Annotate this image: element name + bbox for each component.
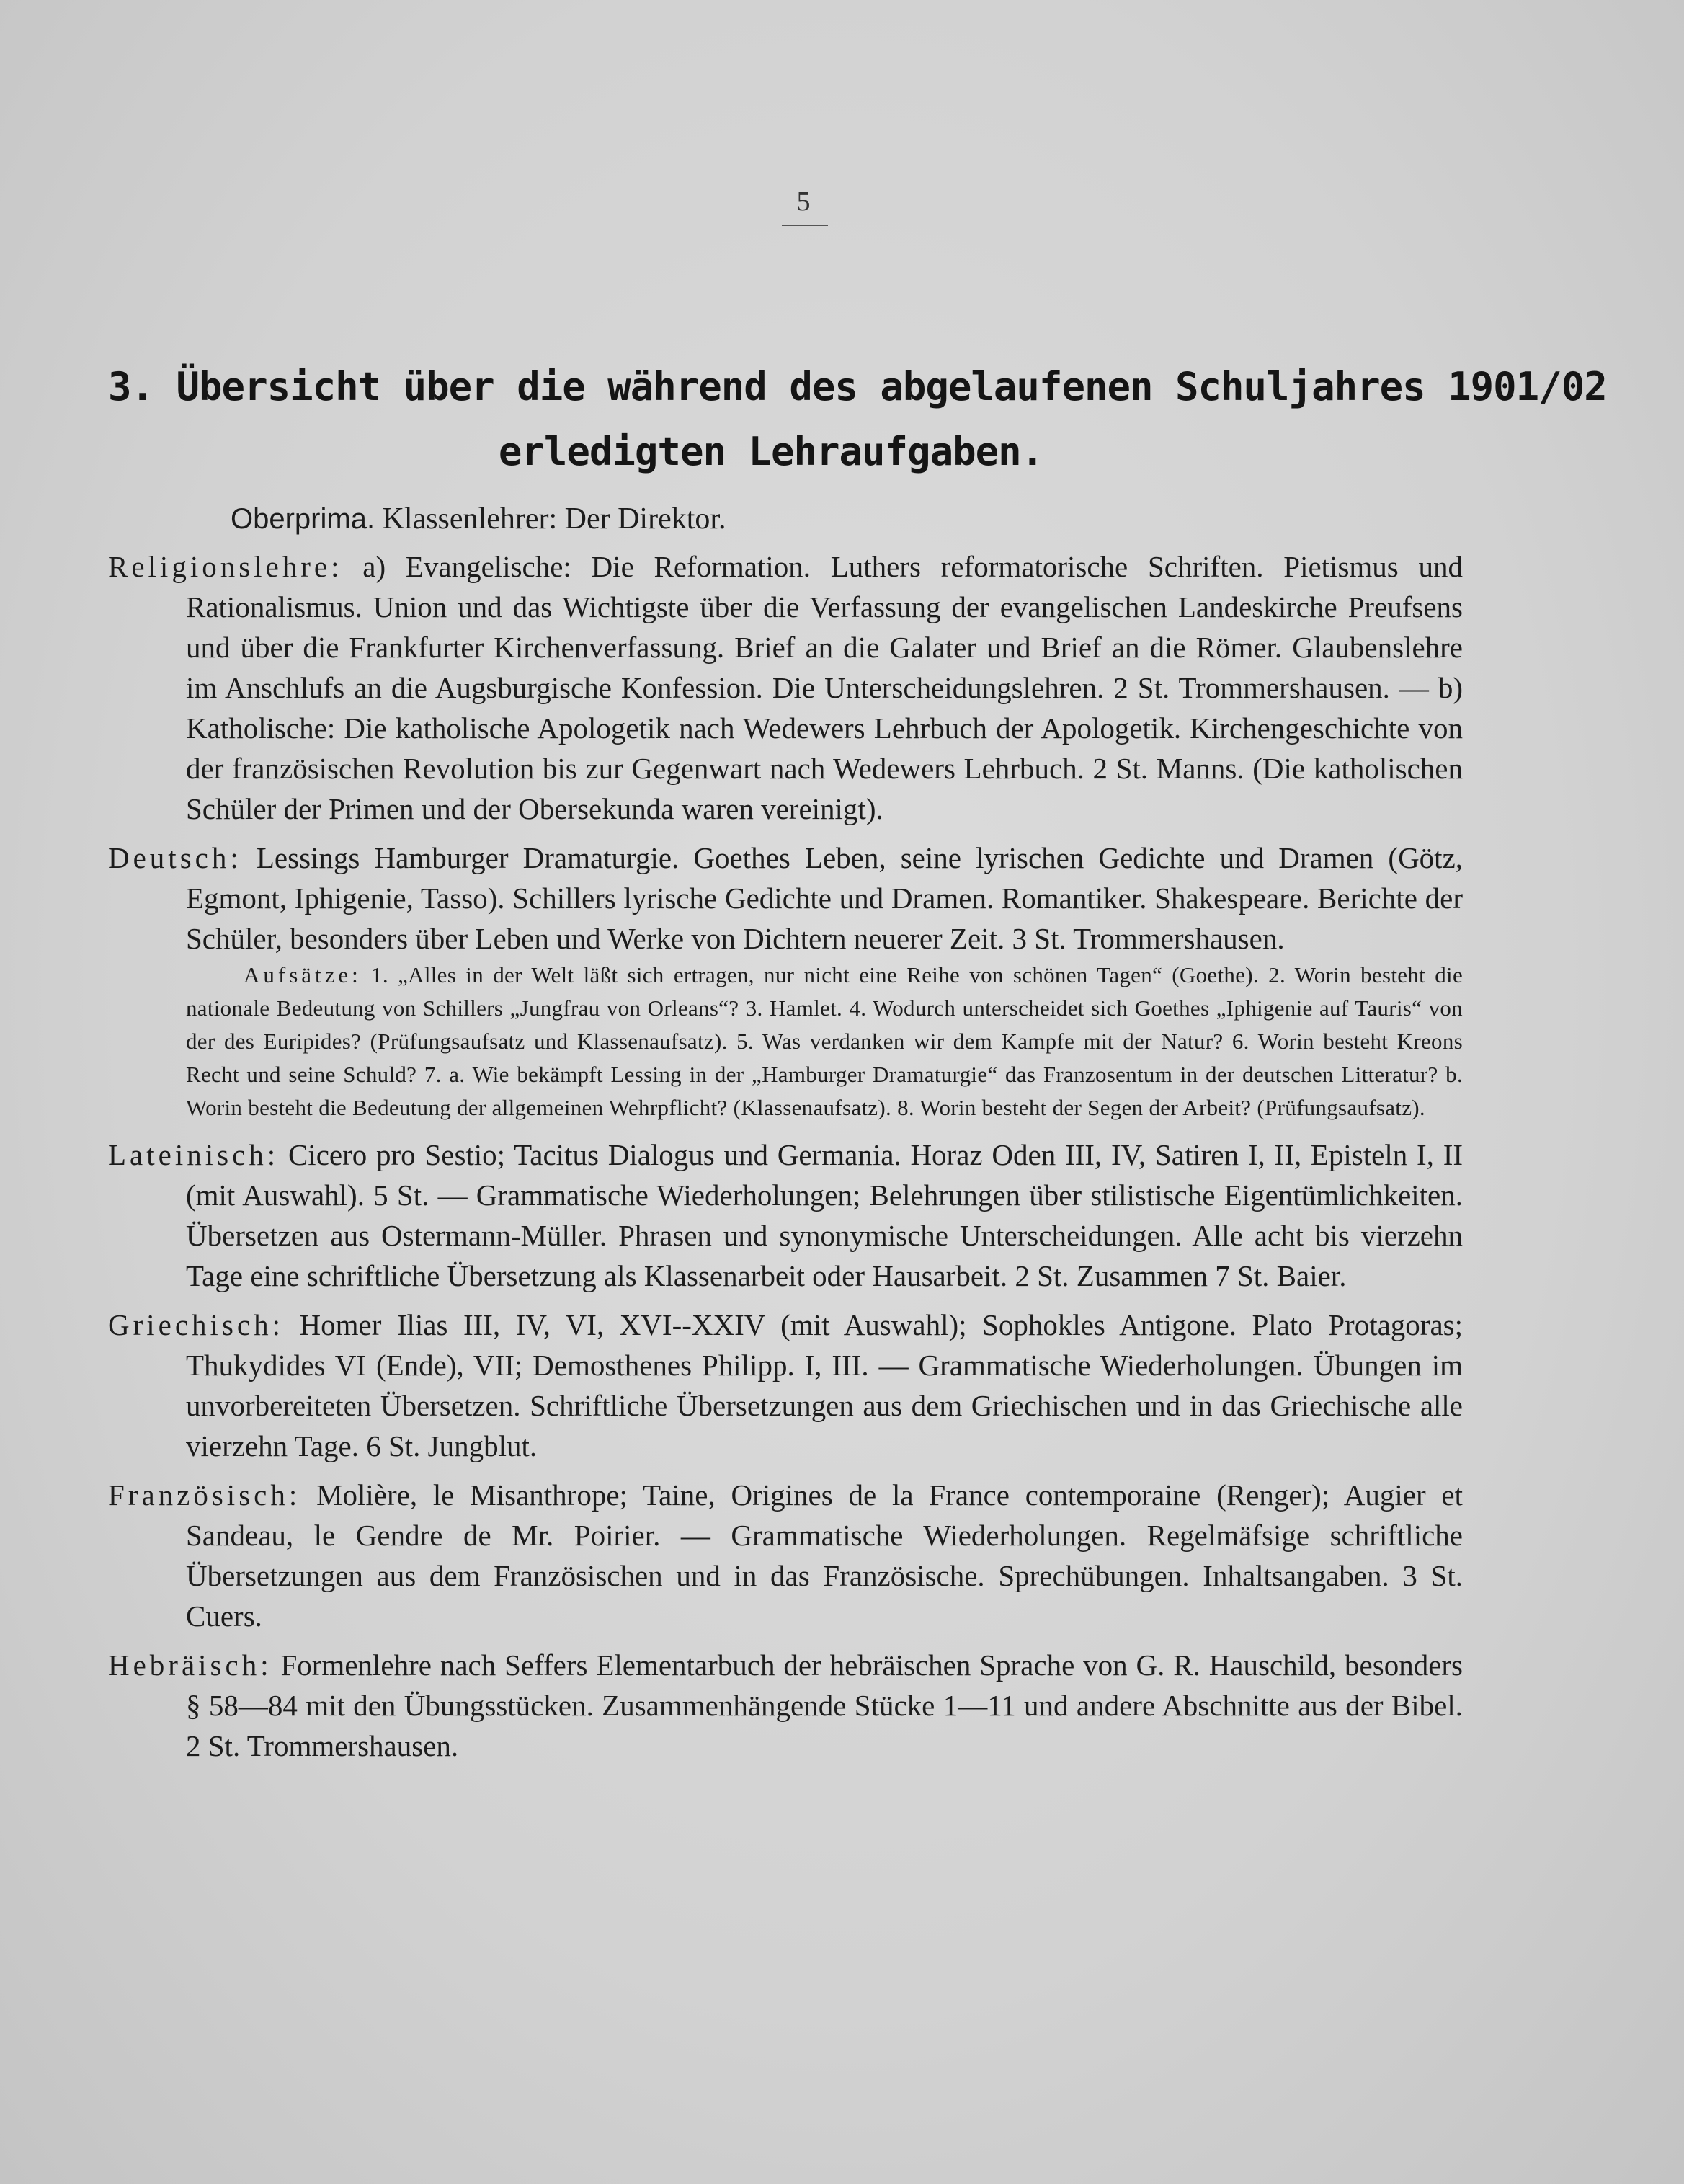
essay-topics: [108, 959, 1463, 1124]
subject-text: Formenlehre nach Seffers Elementarbuch der hebräischen Sprache von G. R. Hauschild, besonders § 58—84 mit den Übungsstücken. Zusammenhängende Stücke 1—11 und andere Abschnitte aus der Bibel. 2 St. Trommershausen.: [186, 1648, 1464, 1762]
subject-label: Deutsch:: [108, 841, 242, 874]
subject-text: Molière, le Misanthrope; Taine, Origines de la France contemporaine (Renger); Augier et Sandeau, le Gendre de Mr. Poirier. — Grammatische Wiederholungen. Regelmäfsige schriftliche Übersetzungen aus dem Französischen und in das Französische. Sprechübungen. Inhaltsangaben. 3 St. Cuers.: [186, 1478, 1464, 1633]
subject-entry-griechisch: [108, 1305, 1463, 1466]
subject-text: Cicero pro Sestio; Tacitus Dialogus und Germania. Horaz Oden III, IV, Satiren I, II, Episteln I, II (mit Auswahl). 5 St. — Grammatische Wiederholungen; Belehrungen über stilistische Eigentümlichkeiten. Übersetzen aus Ostermann-Müller. Phrasen und synonymische Unterscheidungen. Alle acht bis vierzehn Tage eine schriftliche Übersetzung als Klassenarbeit oder Hausarbeit. 2 St. Zusammen 7 St. Baier.: [186, 1138, 1464, 1292]
essay-text: 1. „Alles in der Welt läßt sich ertragen, nur nicht eine Reihe von schönen Tagen“ (Goethe). 2. Worin besteht die nationale Bedeutung von Schillers „Jungfrau von Orleans“? 3. Hamlet. 4. Wodurch unterscheidet sich Goethes „Iphigenie auf Tauris“ von der des Euripides? (Prüfungsaufsatz und Klassenaufsatz). 5. Was verdanken wir dem Kampfe mit der Natur? 6. Worin besteht Kreons Recht und seine Schuld? 7. a. Wie bekämpft Lessing in der „Hamburger Dramaturgie“ das Franzosentum in der deutschen Litteratur? b. Worin besteht die Bedeutung der allgemeinen Wehrpflicht? (Klassenaufsatz). 8. Worin besteht der Segen der Arbeit? (Prüfungsaufsatz).: [186, 962, 1463, 1120]
subject-text: a) Evangelische: Die Reformation. Luthers reformatorische Schriften. Pietismus und Rationalismus. Union und das Wichtigste über die Verfassung der evangelischen Landeskirche Preufsens und über die Frankfurter Kirchenverfassung. Brief an die Galater und Brief an die Römer. Glaubenslehre im Anschlufs an die Augsburgische Konfession. Die Unterscheidungslehren. 2 St. Trommershausen. — b) Katholische: Die katholische Apologetik nach Wedewers Lehrbuch der Apologetik. Kirchengeschichte von der französischen Revolution bis zur Gegenwart nach Wedewers Lehrbuch. 2 St. Manns. (Die katholischen Schüler der Primen und der Obersekunda waren vereinigt).: [186, 550, 1463, 825]
subject-entry-religion: [108, 546, 1463, 829]
subject-entry-deutsch: [108, 838, 1463, 959]
subject-entry-franzoesisch: [108, 1475, 1463, 1636]
subject-label: Religionslehre:: [108, 550, 343, 583]
class-info: [231, 502, 726, 536]
subject-text: Homer Ilias III, IV, VI, XVI--XXIV (mit Auswahl); Sophokles Antigone. Plato Protagoras; Thukydides VI (Ende), VII; Demosthenes Philipp. I, III. — Grammatische Wiederholungen. Übungen im unvorbereiteten Übersetzen. Schriftliche Übersetzungen aus dem Griechischen und in das Griechische alle vierzehn Tage. 6 St. Jungblut.: [186, 1308, 1463, 1462]
subject-label: Französisch:: [108, 1478, 301, 1512]
class-name: Oberprima.: [231, 503, 375, 535]
heading-line-1: 3. Übersicht über die während des abgelaufenen Schuljahres 1901/02: [108, 364, 1607, 409]
subject-text: Lessings Hamburger Dramaturgie. Goethes Leben, seine lyrischen Gedichte und Dramen (Götz, Egmont, Iphigenie, Tasso). Schillers lyrische Gedichte und Dramen. Romantiker. Shakespeare. Berichte der Schüler, besonders über Leben und Werke von Dichtern neuerer Zeit. 3 St. Trommershausen.: [186, 841, 1464, 955]
heading-line-2: erledigten Lehraufgaben.: [498, 429, 1044, 474]
subject-list: [108, 546, 1463, 1775]
essay-label: Aufsätze:: [244, 962, 362, 987]
subject-label: Lateinisch:: [108, 1138, 280, 1171]
page-number: 5: [796, 187, 811, 217]
page-number-rule: [782, 225, 828, 226]
class-teacher: Klassenlehrer: Der Direktor.: [382, 502, 726, 536]
subject-entry-latein: [108, 1135, 1463, 1296]
subject-label: Griechisch:: [108, 1308, 284, 1341]
section-heading: [108, 355, 1607, 484]
subject-entry-hebraeisch: [108, 1645, 1463, 1766]
subject-label: Hebräisch:: [108, 1648, 272, 1682]
